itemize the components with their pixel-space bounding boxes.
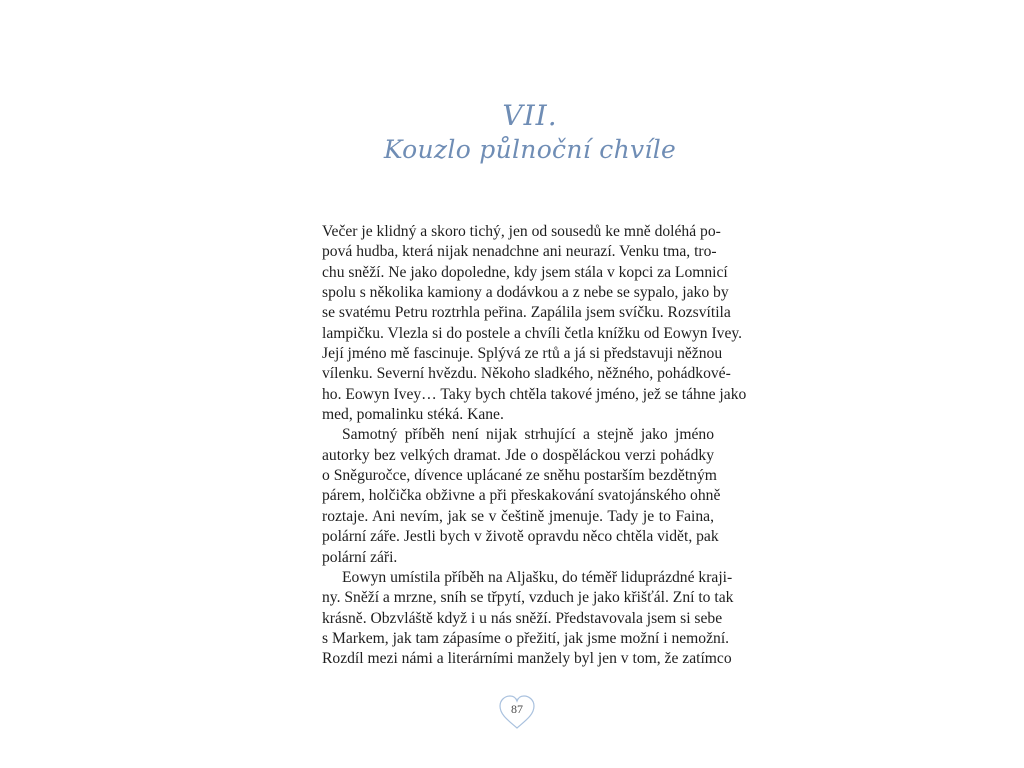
text-line: pová hudba, která nijak nenadchne ani neurazí. Venku tma, tro-	[322, 243, 717, 261]
text-line: spolu s několika kamiony a dodávkou a z nebe se sypalo, jako by	[322, 284, 729, 302]
text-line: párem, holčička obživne a při přeskakování svatojánského ohně	[322, 487, 721, 505]
text-line: Její jméno mě fascinuje. Splývá ze rtů a já si představuji něžnou	[322, 345, 723, 363]
chapter-header	[330, 100, 710, 166]
text-line: chu sněží. Ne jako dopoledne, kdy jsem stála v kopci za Lomnicí	[322, 263, 728, 281]
text-line: vílenku. Severní hvězdu. Někoho sladkého, něžného, pohádkové-	[322, 365, 731, 383]
text-line: Samotný příběh není nijak strhující a stejně jako jméno	[342, 426, 714, 444]
text-line: ny. Sněží a mrzne, sníh se třpytí, vzduch je jako křišťál. Zní to tak	[322, 589, 734, 607]
page-footer	[497, 693, 537, 733]
page-number: 87	[511, 702, 523, 716]
text-line: Večer je klidný a skoro tichý, jen od sousedů ke mně doléhá po-	[322, 223, 721, 240]
chapter-title: Kouzlo půlnoční chvíle	[383, 135, 677, 164]
chapter-number: VII.	[502, 99, 558, 132]
text-line: se svatému Petru roztrhla peřina. Zapálila jsem svíčku. Rozsvítila	[322, 304, 731, 322]
text-line: lampičku. Vlezla si do postele a chvíli četla knížku od Eowyn Ivey.	[322, 324, 743, 342]
text-line: polární záři.	[322, 548, 398, 566]
text-line: Rozdíl mezi námi a literárními manžely byl jen v tom, že zatímco	[322, 650, 732, 668]
body-text	[322, 222, 747, 670]
text-line: krásně. Obzvláště když i u nás sněží. Představovala jsem si sebe	[322, 609, 723, 627]
text-line: polární záře. Jestli bych v životě opravdu něco chtěla vidět, pak	[322, 528, 719, 546]
text-line: o Sněguročce, dívence uplácané ze sněhu postarším bezdětným	[322, 467, 717, 485]
text-line: autorky bez velkých dramat. Jde o dospěláckou verzi pohádky	[322, 446, 714, 464]
text-line: ho. Eowyn Ivey… Taky bych chtěla takové jméno, jež se táhne jako	[322, 385, 747, 403]
text-line: med, pomalinku stéká. Kane.	[322, 406, 504, 424]
text-line: Eowyn umístila příběh na Aljašku, do téměř liduprázdné kraji-	[342, 568, 733, 586]
text-line: s Markem, jak tam zápasíme o přežití, jak jsme možní i nemožní.	[322, 629, 730, 647]
text-line: roztaje. Ani nevím, jak se v češtině jmenuje. Tady je to Faina,	[322, 507, 714, 525]
